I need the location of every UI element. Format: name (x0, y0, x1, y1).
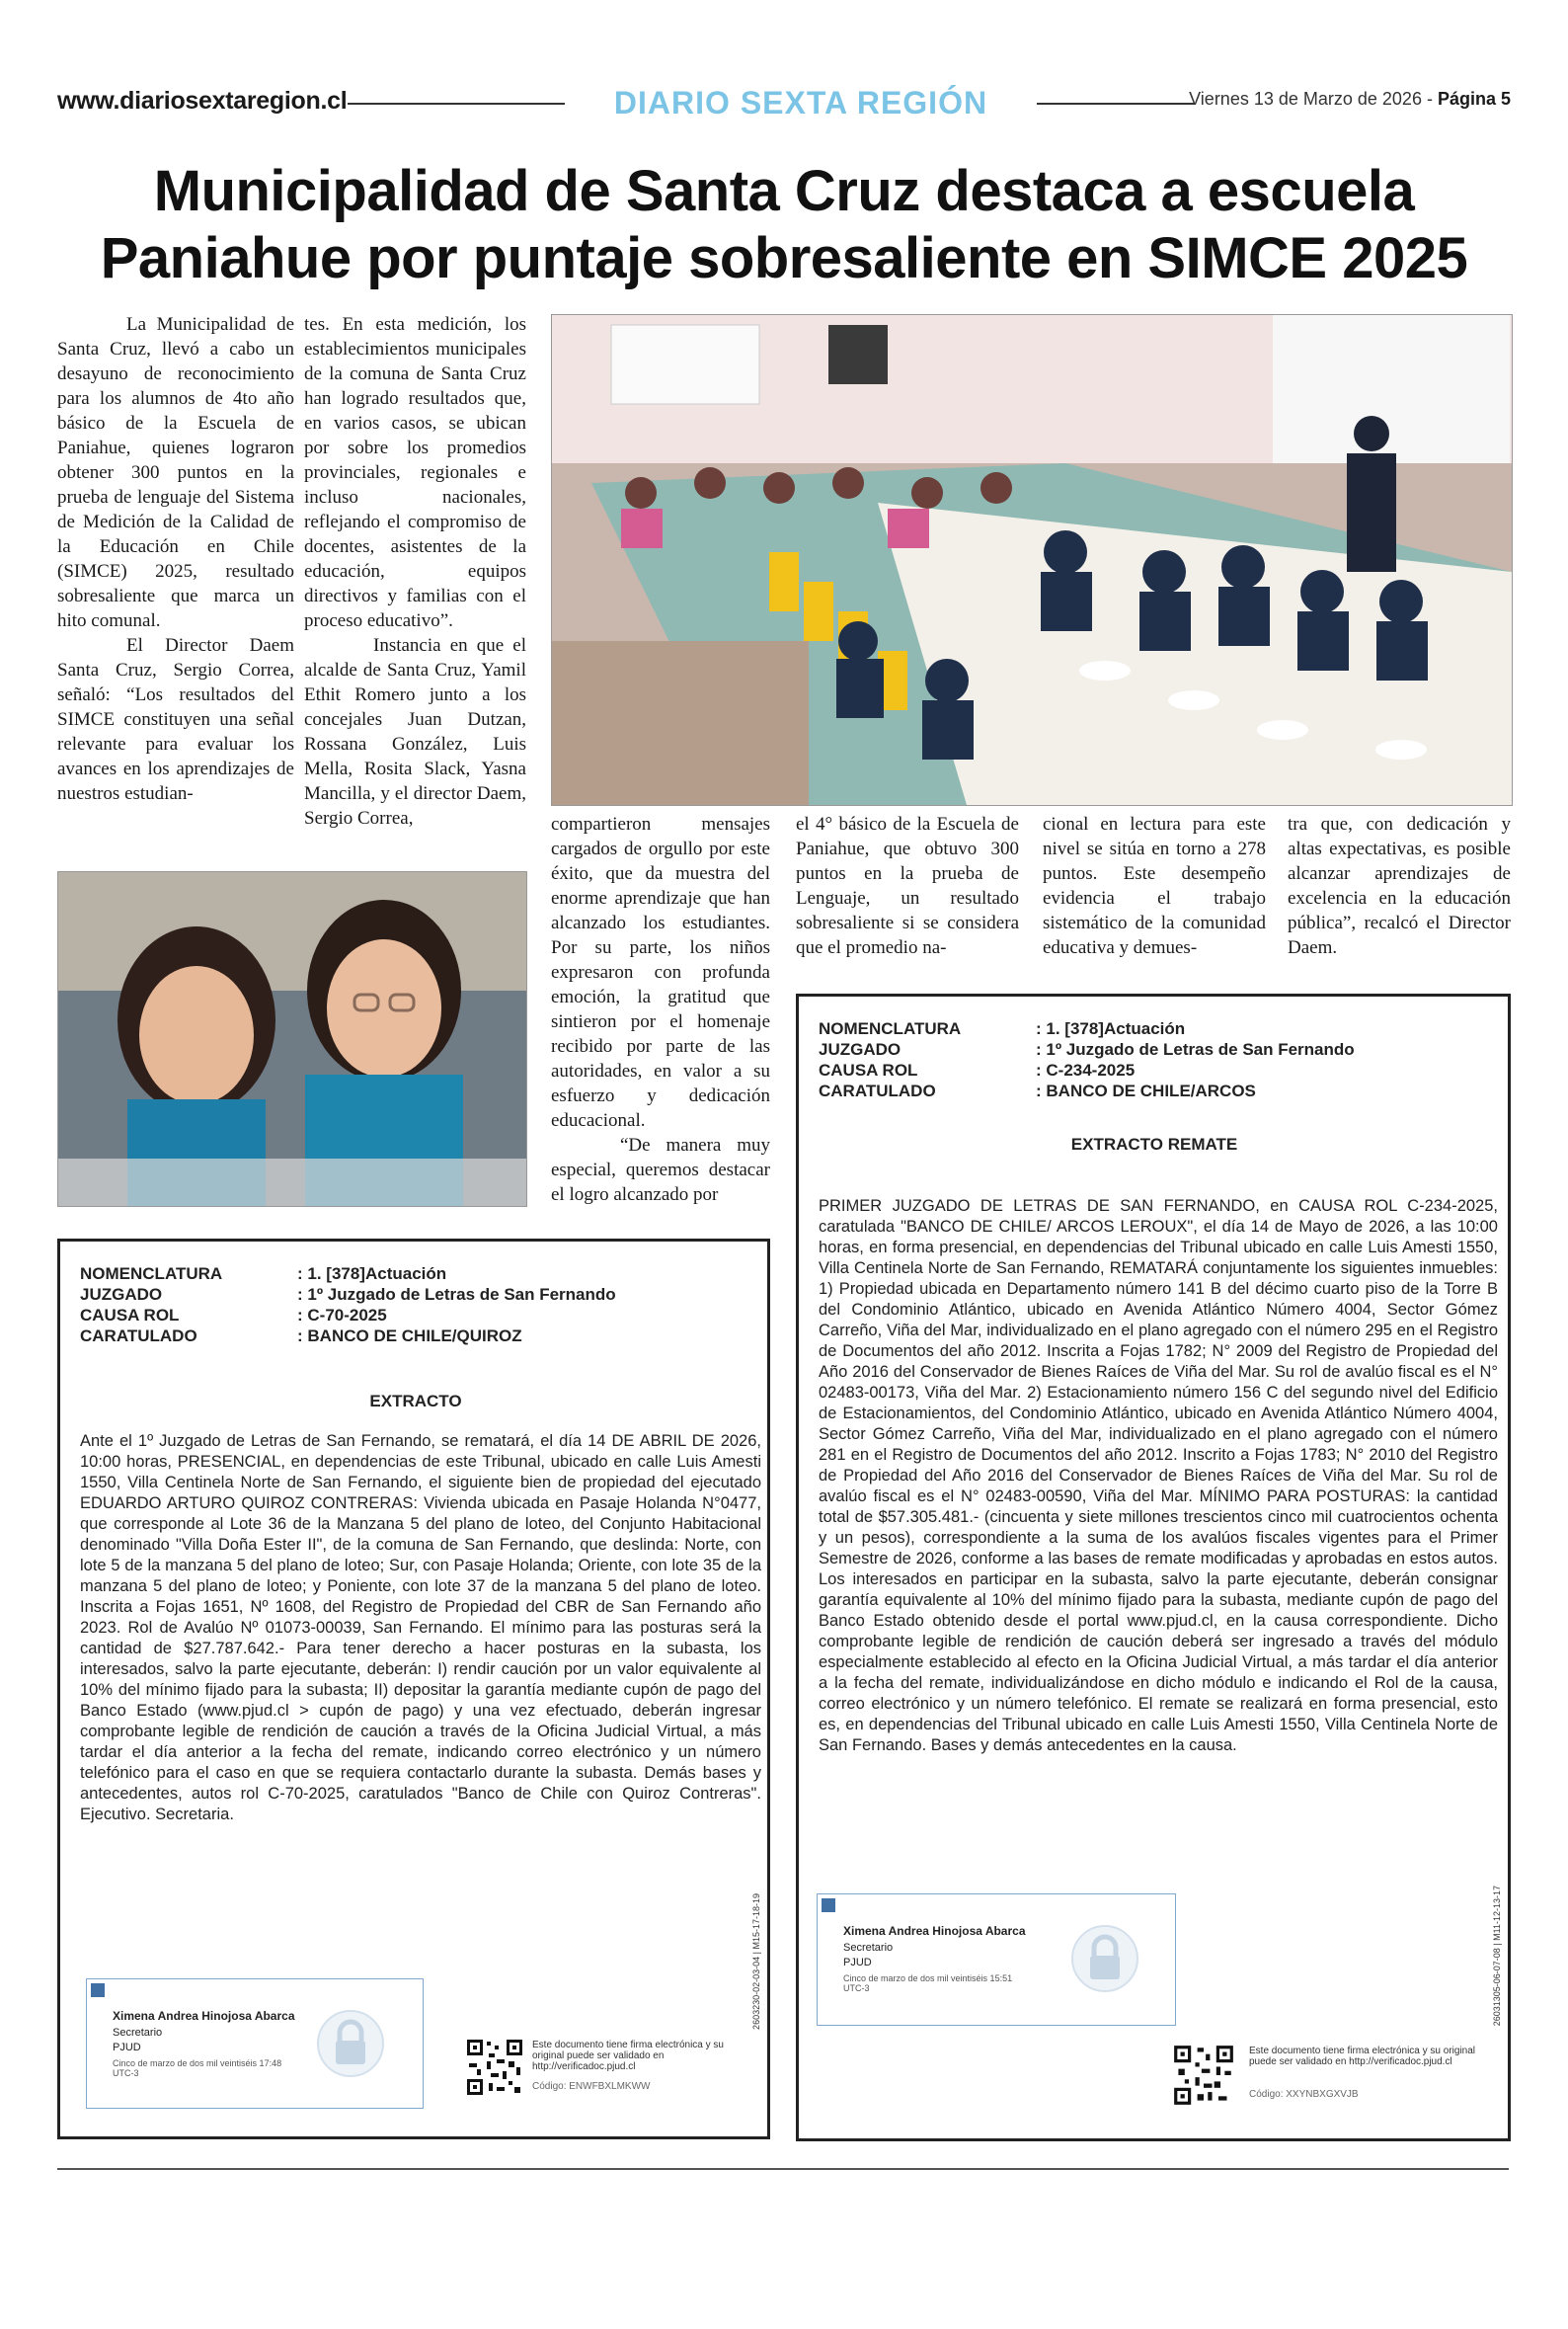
article-column-5 (1043, 812, 1266, 960)
article-column-1 (57, 312, 294, 806)
notice-right-row: CARATULADO : BANCO DE CHILE/ARCOS (819, 1082, 1256, 1100)
column-5-paragraph-1: cional en lectura para este nivel se sitúa en torno a 278 puntos. Este desempeño evidencia el trabajo sistemático de la comunidad educativa y demues- (1043, 814, 1266, 958)
legal-notice-left (57, 1239, 770, 2139)
qr-validation-note: Este documento tiene firma electrónica y su original puede ser validado en http://verificadoc.pjud.cl (1249, 2046, 1476, 2067)
signer-org: PJUD (843, 1957, 872, 1968)
students-photo (57, 871, 527, 1207)
signer-date: Cinco de marzo de dos mil veintiséis 17:48 UTC-3 (113, 2058, 282, 2078)
notice-right-title: EXTRACTO REMATE (1070, 1135, 1238, 1154)
headline-line-1: Municipalidad de Santa Cruz destaca a escuela (153, 159, 1415, 223)
qr-validation-note: Este documento tiene firma electrónica y su original puede ser validado en http://verificadoc.pjud.cl (532, 2040, 724, 2072)
lock-icon (1070, 1924, 1139, 1993)
pjud-seal-icon (91, 1983, 105, 1997)
column-4-paragraph-1: el 4° básico de la Escuela de Paniahue, que obtuvo 300 puntos en la prueba de Lenguaje, un resultado sobresaliente si se considera que el promedio na- (796, 814, 1019, 958)
page-number: Página 5 (1437, 89, 1511, 109)
headline-line-2: Paniahue por puntaje sobresaliente en SIMCE 2025 (100, 226, 1468, 290)
article-column-6 (1288, 812, 1511, 960)
issue-date (1189, 89, 1511, 110)
pjud-seal-icon (822, 1898, 835, 1912)
side-reference-code: 2603230-02-03-04 | M15-17-18-19 (751, 1893, 761, 2030)
legal-notice-right (796, 994, 1511, 2141)
notice-left-meta (80, 1263, 751, 1346)
issue-date-text: Viernes 13 de Marzo de 2026 - (1189, 89, 1433, 109)
notice-right-row: JUZGADO : 1º Juzgado de Letras de San Fernando (819, 1040, 1355, 1059)
header-rule-left (348, 103, 565, 105)
breakfast-photo-illustration (552, 315, 1512, 805)
signer-name: Ximena Andrea Hinojosa Abarca (113, 2009, 295, 2023)
column-6-paragraph-1: tra que, con dedicación y altas expectativas, es posible alcanzar aprendizajes de excelencia en la educación pública”, recalcó el Director Daem. (1288, 814, 1511, 958)
signer-role: Secretario (843, 1942, 894, 1954)
column-3-paragraph-2: “De manera muy especial, queremos destacar el logro alcanzado por (551, 1135, 770, 1205)
notice-left-row: NOMENCLATURA : 1. [378]Actuación (80, 1264, 447, 1283)
notice-left-row: JUZGADO : 1º Juzgado de Letras de San Fernando (80, 1285, 616, 1304)
qr-code-icon[interactable] (1172, 2044, 1235, 2107)
article-column-3 (551, 812, 770, 1207)
site-url[interactable]: www.diariosextaregion.cl (57, 87, 348, 115)
signer-name: Ximena Andrea Hinojosa Abarca (843, 1924, 1026, 1938)
signer-org: PJUD (113, 2042, 141, 2053)
column-1-paragraph-2: El Director Daem Santa Cruz, Sergio Correa, señaló: “Los resultados del SIMCE constituyen una señal relevante para evaluar los avances en los aprendizajes de nuestros estudian- (57, 635, 294, 804)
column-2-paragraph-1: tes. En esta medición, los establecimientos municipales de la comuna de Santa Cruz han logrado resultados que, en varios casos, se ubican por sobre los promedios provinciales, regionales e incluso nacionales, reflejando el compromiso de docentes, asistentes de la educación, equipos directivos y familias con el proceso educativo”. (304, 314, 526, 631)
verification-code: Código: XXYNBXGXVJB (1249, 2089, 1359, 2100)
notice-right-signature (817, 1893, 1176, 2026)
notice-right-row: NOMENCLATURA : 1. [378]Actuación (819, 1019, 1186, 1038)
qr-code-icon[interactable] (465, 2038, 524, 2097)
verification-code: Código: ENWFBXLMKWW (532, 2081, 651, 2092)
lock-icon (316, 2009, 385, 2078)
article-column-4 (796, 812, 1019, 960)
column-3-paragraph-1: compartieron mensajes cargados de orgullo por este éxito, que da muestra del enorme aprendizaje que han alcanzado los estudiantes. Por su parte, los niños expresaron con profunda emoción, la gratitud que sintieron por el homenaje recibido por parte de las autoridades, en valor a su esfuerzo y dedicación educacional. (551, 814, 770, 1131)
notice-left-row: CARATULADO : BANCO DE CHILE/QUIROZ (80, 1326, 522, 1345)
notice-right-meta (819, 1018, 1490, 1101)
article-headline (39, 158, 1529, 292)
students-photo-illustration (58, 872, 526, 1206)
notice-left-title: EXTRACTO (369, 1392, 462, 1410)
article-column-2 (304, 312, 526, 831)
notice-left-signature (86, 1978, 424, 2109)
notice-right-body: PRIMER JUZGADO DE LETRAS DE SAN FERNANDO, en CAUSA ROL C-234-2025, caratulada "BANCO DE CHILE/ ARCOS LEROUX", el día 14 de Mayo de 2026, a las 10:00 horas, en forma presencial, en dependencias del Tribunal ubicado en calle Luis Amesti 1550, Villa Centinela Norte de San Fernando, REMATARÁ conjuntamente los siguientes inmuebles: 1) Propiedad ubicada en Departamento número 141 B del décimo cuarto piso de la Torre B del Condominio Atlántico, ubicado en Avenida Atlántico Número 4004, Sector Gómez Carreño, Viña del Mar, individualizado en el plano agregado con el número 295 en el Registro de Documentos del año 2012. Inscrita a Fojas 1782; N° 2009 del Registro de Propiedad del Año 2016 del Conservador de Bienes Raíces de Viña del Mar. Su rol de avalúo fiscal es el N° 02483-00173, Viña del Mar. 2) Estacionamiento número 156 C del segundo nivel del Edificio de Estacionamientos, del Condominio Atlántico, ubicado en Avenida Atlántico Número 4004, Sector Gómez Carreño, Viña del Mar, individualizado en el plano agregado con el número 281 en el Registro de Documentos del año 2012. Inscrito a Fojas 1783; N° 2010 del Registro de Propiedad del Año 2016 del Conservador de Bienes Raíces de Viña del Mar. Su rol de avalúo fiscal es el N° 02483-00590, Viña del Mar. MÍNIMO PARA POSTURAS: la cantidad total de $57.305.481.- (cincuenta y siete millones trescientos cinco mil cuatrocientos ochenta y un pesos), correspondiente a la suma de los avalúos fiscales vigentes para el Primer Semestre de 2026, conforme a las bases de remate modificadas y aprobadas en estos autos. Los interesados en participar en la subasta, salvo la parte ejecutante, deberán consignar garantía equivalente al 10% del mínimo fijado para la subasta, mediante cupón de pago del Banco Estado obtenido desde el portal www.pjud.cl, en la causa correspondiente. Dicho comprobante legible de rendición de caución deberá ser ingresado a través del módulo especialmente establecido al efecto en la Oficina Judicial Virtual, a más tardar el día anterior a la fecha del remate, individualizándose en dicho módulo e indicando el Rol de la causa, correo electrónico y un número telefónico. El remate se realizará en forma presencial, esto es, en dependencias del Tribunal ubicado en calle Luis Amesti 1550, Villa Centinela Norte de San Fernando. Bases y demás antecedentes en la causa. (819, 1197, 1498, 1754)
column-1-paragraph-1: La Municipalidad de Santa Cruz, llevó a cabo un desayuno de reconocimiento para los alumnos de 4to año básico de la Escuela de Paniahue, quienes lograron obtener 300 puntos en la prueba de lenguaje del Sistema de Medición de la Calidad de la Educación en Chile (SIMCE) 2025, resultado sobresaliente que marca un hito comunal. (57, 314, 294, 631)
breakfast-photo (551, 314, 1513, 806)
signer-date: Cinco de marzo de dos mil veintiséis 15:51 UTC-3 (843, 1973, 1013, 1993)
newspaper-name: DIARIO SEXTA REGIÓN (613, 85, 988, 120)
notice-right-row: CAUSA ROL : C-234-2025 (819, 1061, 1136, 1080)
header-rule-right (1037, 103, 1195, 105)
side-reference-code: 26031305-06-07-08 | M11-12-13-17 (1492, 1886, 1502, 2027)
column-2-paragraph-2: Instancia en que el alcalde de Santa Cruz, Yamil Ethit Romero junto a los concejales Juan Dutzan, Rossana González, Luis Mella, Rosita Slack, Yasna Mancilla, y el director Daem, Sergio Correa, (304, 635, 526, 829)
signer-role: Secretario (113, 2027, 163, 2039)
notice-left-body: Ante el 1º Juzgado de Letras de San Fernando, se rematará, el día 14 DE ABRIL DE 2026, 10:00 horas, PRESENCIAL, en dependencias de este Tribunal, ubicado en calle Luis Amesti 1550, Villa Centinela Norte de San Fernando, el siguiente bien de propiedad del ejecutado EDUARDO ARTURO QUIROZ CONTRERAS: Vivienda ubicada en Pasaje Holanda N°0477, que corresponde al Lote 36 de la Manzana 5 del plano de loteo, del Conjunto Habitacional denominado "Villa Doña Ester II", de la comuna de San Fernando, que deslinda: Norte, con lote 5 de la manzana 5 del plano de loteo; Sur, con Pasaje Holanda; Oriente, con lote 35 de la manzana 5 del plano de loteo; y Poniente, con lote 37 de la manzana 5 del plano de loteo. Inscrita a Fojas 1651, Nº 1608, del Registro de Propiedad del CBR de San Fernando año 2023. Rol de Avalúo Nº 01073-00039, San Fernando. El mínimo para las posturas será la cantidad de $27.787.642.- Para tener derecho a hacer posturas en la subasta, los interesados, salvo la parte ejecutante, deberán: I) rendir caución por un valor equivalente al 10% del mínimo fijado para la subasta; II) depositar la garantía mediante cupón de pago del Banco Estado (www.pjud.cl > cupón de pago) y una vez efectuado, deberán ingresar comprobante legible de rendición de caución a través de la Oficina Judicial Virtual, a más tardar el día anterior a la fecha del remate, indicando correo electrónico y un número telefónico para el caso en que se requiera contactarlo durante la subasta. Demás bases y antecedentes, autos rol C-70-2025, caratulados "Banco de Chile con Quiroz Contreras". Ejecutivo. Secretaria. (80, 1432, 761, 1823)
notice-left-row: CAUSA ROL : C-70-2025 (80, 1306, 387, 1325)
footer-rule (57, 2168, 1509, 2170)
